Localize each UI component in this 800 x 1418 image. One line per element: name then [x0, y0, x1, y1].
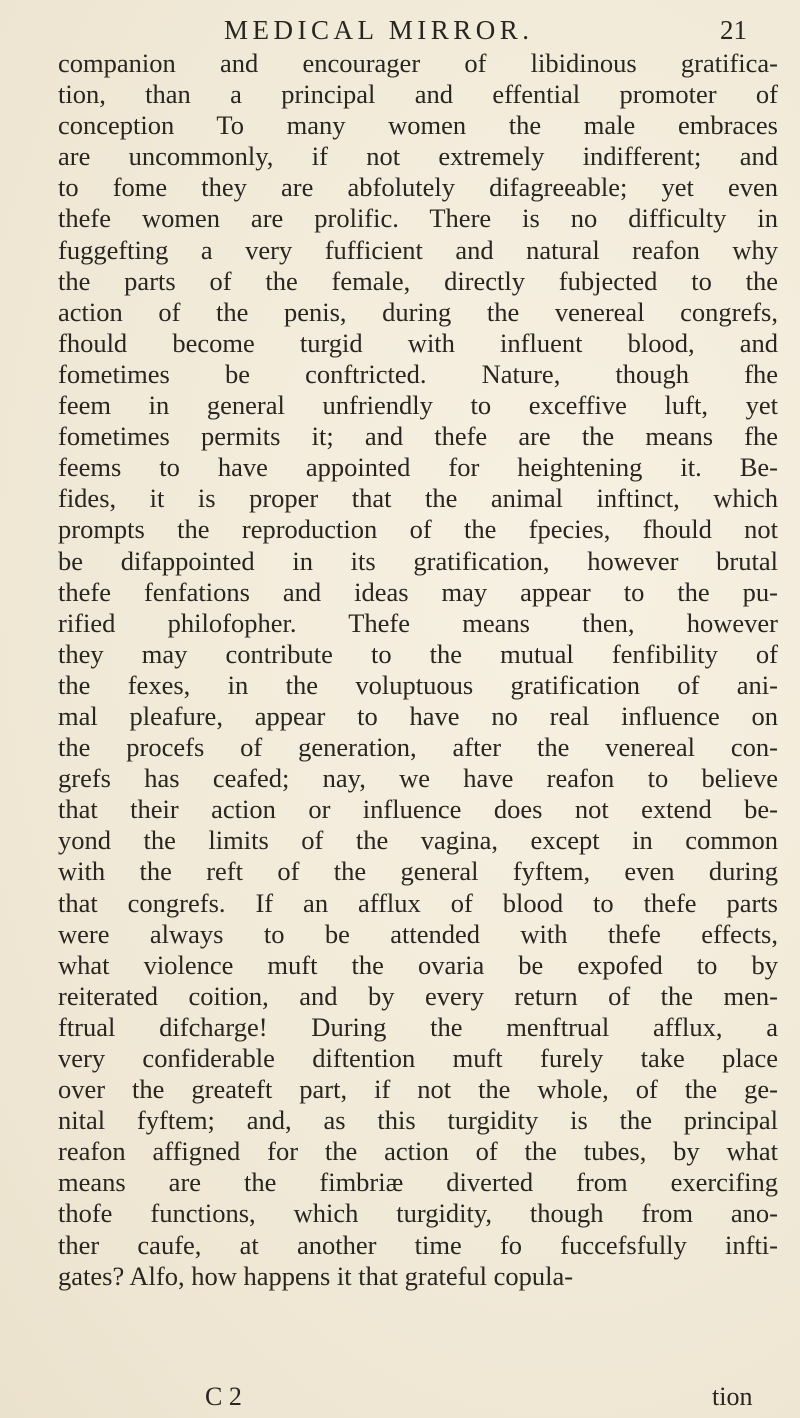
text-line: very confiderable diftention muft furely take place	[58, 1043, 778, 1073]
body-text	[58, 48, 778, 1292]
text-line: ftrual difcharge! During the menftrual afflux, a	[58, 1011, 778, 1042]
text-line: reafon affigned for the action of the tubes, by what	[58, 1136, 778, 1167]
text-line: with the reft of the general fyftem, even during	[58, 856, 778, 887]
text-line: fometimes permits it; and thefe are the means fhe	[58, 421, 778, 452]
text-line: grefs has ceafed; nay, we have reafon to believe	[58, 763, 778, 794]
text-line: ther caufe, at another time fo fuccefsfully infti-	[58, 1229, 778, 1260]
text-line: fuggefting a very fufficient and natural reafon why	[58, 234, 778, 265]
text-line: that congrefs. If an afflux of blood to thefe parts	[58, 887, 778, 918]
text-line: conception To many women the male embraces	[58, 110, 778, 141]
text-line: prompts the reproduction of the fpecies, fhould not	[58, 514, 778, 545]
text-line: the procefs of generation, after the venereal con-	[58, 732, 778, 763]
text-line: action of the penis, during the venereal congrefs,	[58, 296, 778, 327]
text-line: fometimes be conftricted. Nature, though fhe	[58, 358, 778, 389]
text-line: rified philofopher. Thefe means then, however	[58, 607, 778, 638]
text-line: thefe fenfations and ideas may appear to the pu-	[58, 576, 778, 607]
text-line: to fome they are abfolutely difagreeable; yet even	[58, 172, 778, 203]
text-line: reiterated coition, and by every return of the men-	[58, 980, 778, 1011]
text-line: yond the limits of the vagina, except in common	[58, 825, 778, 856]
text-line: over the greateft part, if not the whole, of the ge-	[58, 1074, 778, 1105]
text-line: nital fyftem; and, as this turgidity is the principal	[58, 1105, 778, 1136]
text-line: that their action or influence does not extend be-	[58, 794, 778, 825]
text-line: mal pleafure, appear to have no real influence on	[58, 700, 778, 731]
page-footer	[0, 1380, 800, 1414]
text-line: gates? Alfo, how happens it that grateful copula-	[58, 1260, 574, 1291]
page-header	[0, 10, 800, 50]
text-line: feem in general unfriendly to exceffive luft, yet	[58, 390, 778, 421]
running-head: MEDICAL MIRROR.	[224, 15, 534, 45]
text-line: the fexes, in the voluptuous gratification of ani-	[58, 669, 778, 700]
text-line: be difappointed in its gratification, however brutal	[58, 545, 778, 576]
text-line: means are the fimbriæ diverted from exercifing	[58, 1167, 778, 1198]
text-line: are uncommonly, if not extremely indifferent; and	[58, 141, 778, 172]
text-line: fhould become turgid with influent blood, and	[58, 327, 778, 358]
text-line: fides, it is proper that the animal inftinct, which	[58, 483, 778, 514]
text-line: thefe women are prolific. There is no difficulty in	[58, 203, 778, 234]
text-line: feems to have appointed for heightening it. Be-	[58, 452, 778, 483]
page-number: 21	[720, 15, 747, 45]
text-line: tion, than a principal and effential promoter of	[58, 79, 778, 110]
text-line: the parts of the female, directly fubjected to the	[58, 265, 778, 296]
text-line: were always to be attended with thefe effects,	[58, 918, 778, 949]
text-line: companion and encourager of libidinous gratifica-	[58, 48, 778, 78]
text-line: thofe functions, which turgidity, though from ano-	[58, 1198, 778, 1229]
text-line: they may contribute to the mutual fenfibility of	[58, 638, 778, 669]
signature-mark: C 2	[205, 1382, 242, 1411]
catchword: tion	[712, 1382, 753, 1411]
text-line: what violence muft the ovaria be expofed to by	[58, 949, 778, 980]
